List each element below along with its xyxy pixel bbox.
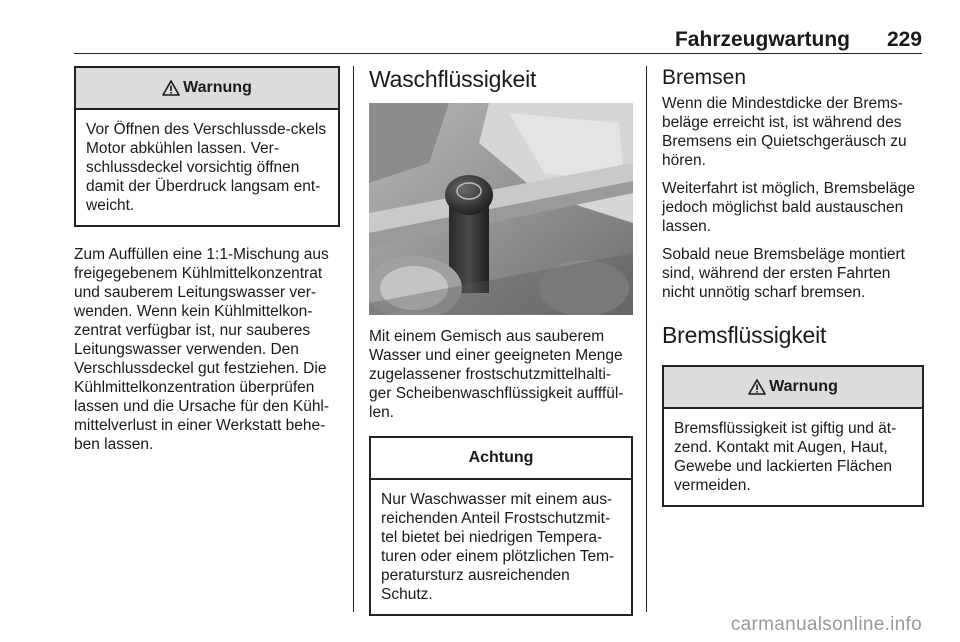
column-right [662, 66, 924, 507]
warning-box [662, 365, 924, 507]
warning-text: Bremsflüssigkeit ist giftig und ät-zend. Kontakt mit Augen, Haut, Gewebe und lackierten Flächen vermeiden. [674, 420, 897, 494]
warning-text: Vor Öffnen des Verschlussde-ckels Motor abkühlen lassen. Ver-schlussdeckel vorsichtig öffnen damit der Überdruck langsam ent-weicht. [86, 121, 327, 214]
section-heading-washer-fluid: Waschflüssigkeit [369, 66, 537, 92]
header-title: Fahrzeugwartung [674, 28, 850, 51]
coolant-paragraph: Zum Auffüllen eine 1:1-Mischung aus freigegebenem Kühlmittelkonzentrat und sauberem Leitungswasser ver-wenden. Wenn kein Kühlmittelkon-zentrat verfügbar ist, nur sauberes Leitungswasser verwenden. Den Verschlussdeckel gut festziehen. Die Kühlmittelkonzentration überprüfen lassen und die Ursache für den Kühl-mittelverlust in einer Werkstatt behe-ben lassen. [74, 246, 330, 453]
washer-fluid-paragraph: Mit einem Gemisch aus sauberem Wasser und einer geeigneten Menge zugelassener frostschutzmittelhalti-ger Scheibenwaschflüssigkeit aufffül-len. [369, 328, 624, 421]
column-middle [369, 66, 633, 616]
brakes-paragraph-1: Wenn die Mindestdicke der Brems-beläge erreicht ist, ist während des Bremsens ein Quietschgeräusch zu hören. [662, 95, 907, 169]
header-rule [74, 53, 922, 54]
column-divider [353, 66, 354, 612]
watermark: carmanualsonline.info [730, 614, 922, 635]
warning-title: Warnung [183, 79, 252, 96]
column-left [74, 66, 340, 463]
warning-triangle-icon [748, 379, 766, 395]
washer-fluid-photo [369, 103, 633, 315]
brakes-paragraph-3: Sobald neue Bremsbeläge montiert sind, während der ersten Fahrten nicht unnötig scharf bremsen. [662, 246, 905, 301]
column-divider [646, 66, 647, 612]
section-heading-brakes: Bremsen [662, 66, 747, 89]
brakes-paragraph-2: Weiterfahrt ist möglich, Bremsbeläge jedoch möglichst bald austauschen lassen. [662, 180, 915, 235]
warning-title: Warnung [769, 378, 838, 395]
warning-box-header [664, 367, 922, 409]
notice-box [369, 436, 633, 616]
notice-box-header: Achtung [371, 438, 631, 480]
page-number: 229 [886, 28, 922, 51]
warning-box [74, 66, 340, 227]
section-heading-brake-fluid: Bremsflüssigkeit [662, 322, 827, 348]
warning-triangle-icon [162, 80, 180, 96]
warning-box-header [76, 68, 338, 110]
notice-text: Nur Waschwasser mit einem aus-reichenden Anteil Frostschutzmit-tel bietet bei niedrigen Tempera-turen oder einem plötzlichen Tem-peratursturz ausreichenden Schutz. [381, 491, 615, 603]
